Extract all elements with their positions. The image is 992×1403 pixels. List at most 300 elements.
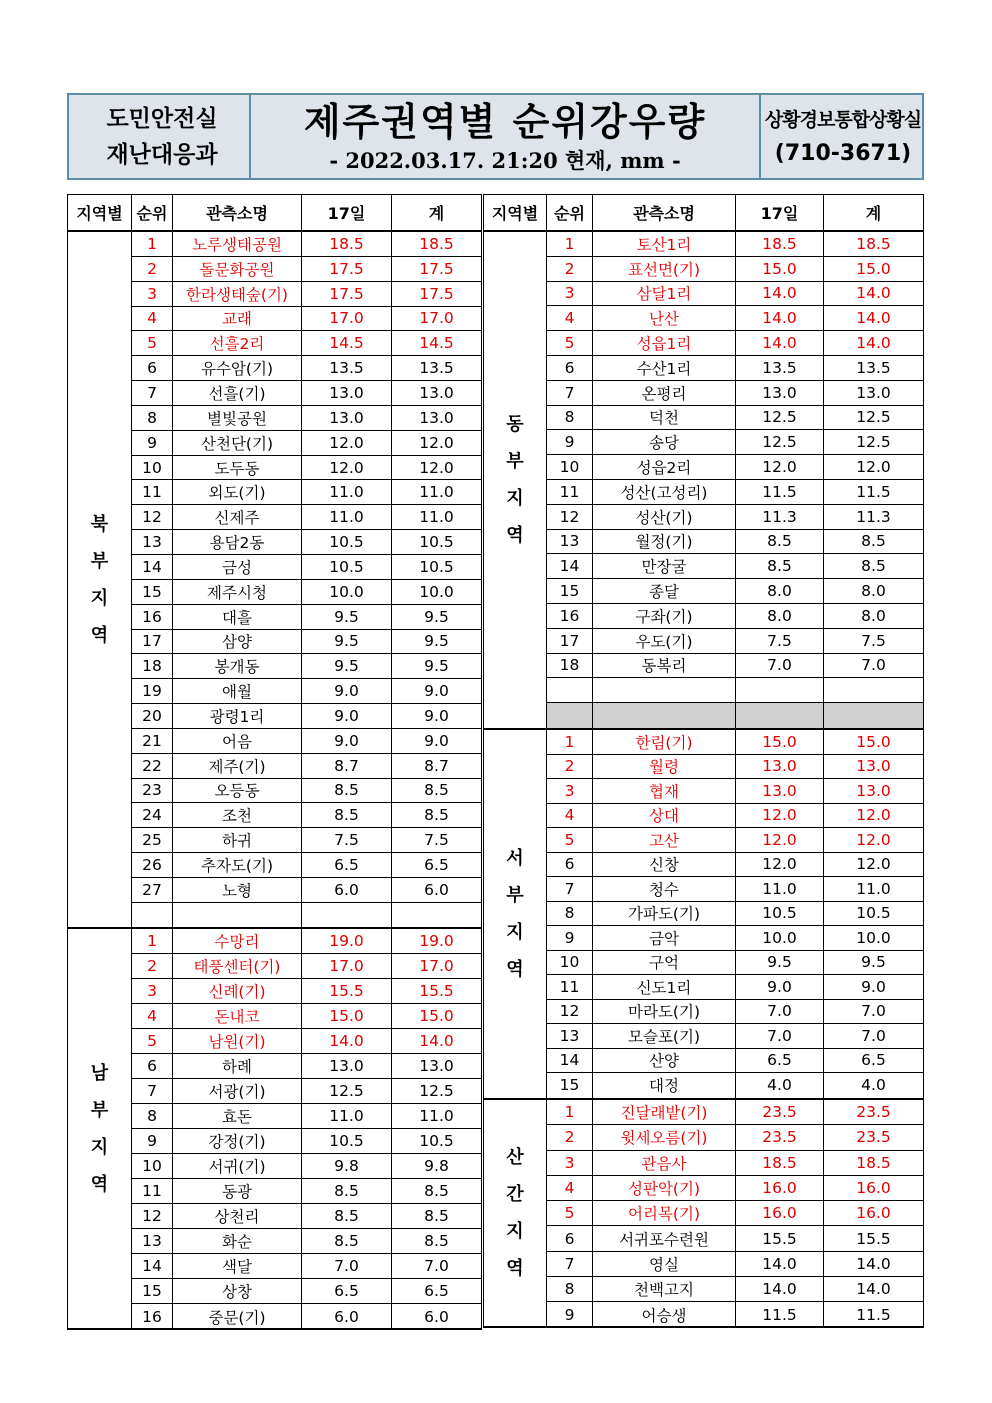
region-block	[483, 730, 924, 1100]
cell-name: 우도(기)	[593, 629, 736, 653]
table-row	[547, 430, 923, 455]
cell-rank: 1	[547, 730, 593, 754]
table-row	[132, 903, 481, 928]
table-row	[547, 604, 923, 629]
cell-name: 노루생태공원	[173, 232, 302, 256]
table-row	[132, 1179, 481, 1204]
cell-name: 만장굴	[593, 554, 736, 578]
cell-name: 성산(고성리)	[593, 480, 736, 504]
cell-total: 4.0	[861, 1076, 886, 1095]
cell-name: 어리목(기)	[593, 1201, 736, 1225]
cell-name: 상천리	[173, 1204, 302, 1228]
cell-day: 10.5	[736, 902, 824, 926]
cell-total: 9.5	[861, 953, 886, 972]
cell-day: 9.0	[736, 975, 824, 999]
cell-name	[593, 703, 736, 728]
cell-day: 4.0	[736, 1073, 824, 1098]
cell-total: 7.5	[861, 631, 886, 650]
cell-total: 13.0	[419, 408, 454, 427]
table-row	[547, 455, 923, 480]
table-row	[547, 975, 923, 1000]
cell-name: 추자도(기)	[173, 853, 302, 877]
cell-day: 11.0	[302, 480, 392, 504]
cell-total: 16.0	[856, 1204, 891, 1223]
cell-total: 9.0	[424, 682, 449, 701]
cell-name: 청수	[593, 877, 736, 901]
cell-name: 교래	[173, 307, 302, 331]
cell-name: 신도1리	[593, 975, 736, 999]
cell-total: 11.0	[419, 1107, 454, 1125]
page-title: 제주권역별 순위강우량	[303, 100, 707, 144]
region-label-char: 지	[90, 587, 109, 609]
cell-total	[392, 903, 481, 928]
table-row	[547, 1049, 923, 1074]
table-row	[547, 1176, 923, 1201]
cell-rank: 1	[132, 929, 173, 953]
table-row	[132, 979, 481, 1004]
column-header: 지역별	[68, 195, 132, 230]
cell-day: 13.5	[302, 356, 392, 380]
cell-total: 14.0	[856, 1254, 891, 1273]
table-row	[132, 456, 481, 481]
table-row	[547, 804, 923, 829]
cell-day: 17.0	[302, 954, 392, 978]
table-row	[132, 1104, 481, 1129]
cell-day: 7.0	[302, 1254, 392, 1278]
cell-total: 10.5	[419, 557, 454, 576]
cell-total: 15.5	[856, 1229, 891, 1248]
cell-rank: 6	[132, 1054, 173, 1078]
table-row	[132, 803, 481, 828]
table-row	[132, 406, 481, 431]
cell-day: 8.0	[736, 604, 824, 628]
table-row	[547, 730, 923, 755]
cell-rank: 25	[132, 828, 173, 852]
cell-day: 6.5	[302, 853, 392, 877]
cell-rank: 14	[547, 554, 593, 578]
cell-day: 7.0	[736, 1000, 824, 1024]
cell-name: 중문(기)	[173, 1304, 302, 1329]
cell-day: 12.0	[736, 455, 824, 479]
cell-rank: 5	[132, 331, 173, 355]
cell-rank: 7	[547, 877, 593, 901]
cell-rank: 11	[132, 1179, 173, 1203]
cell-total: 12.0	[856, 855, 891, 874]
cell-day: 9.8	[302, 1154, 392, 1178]
cell-total: 11.0	[856, 879, 891, 898]
table-row	[547, 356, 923, 381]
cell-name: 삼달1리	[593, 282, 736, 306]
cell-rank: 4	[132, 1004, 173, 1028]
cell-day: 12.5	[736, 406, 824, 430]
cell-rank: 8	[547, 406, 593, 430]
cell-name: 어승생	[593, 1302, 736, 1327]
cell-total: 13.5	[419, 359, 454, 378]
cell-day: 16.0	[736, 1176, 824, 1200]
table-row	[547, 678, 923, 703]
cell-rank: 15	[132, 580, 173, 604]
cell-day: 11.5	[736, 480, 824, 504]
cell-rank: 3	[132, 979, 173, 1003]
cell-day: 13.0	[736, 779, 824, 803]
cell-rank: 12	[132, 1204, 173, 1228]
cell-rank: 23	[132, 779, 173, 803]
cell-rank: 1	[547, 1100, 593, 1124]
cell-rank: 16	[547, 604, 593, 628]
cell-total: 6.5	[861, 1051, 886, 1070]
cell-name: 광령1리	[173, 704, 302, 728]
cell-rank	[547, 703, 593, 728]
cell-name: 서귀(기)	[173, 1154, 302, 1178]
cell-name: 성읍1리	[593, 331, 736, 355]
cell-name: 고산	[593, 828, 736, 852]
table-row	[132, 954, 481, 979]
cell-name: 성읍2리	[593, 455, 736, 479]
table-row	[132, 1004, 481, 1029]
cell-total: 8.5	[424, 1232, 449, 1250]
region-label	[484, 1100, 547, 1326]
cell-rank: 1	[547, 232, 593, 256]
table-row	[547, 1151, 923, 1176]
column-header: 계	[865, 204, 882, 223]
table-row	[547, 828, 923, 853]
cell-rank: 2	[547, 755, 593, 779]
cell-rank: 11	[547, 480, 593, 504]
column-header: 계	[428, 204, 445, 223]
table-row	[547, 1201, 923, 1226]
cell-rank: 9	[547, 926, 593, 950]
cell-rank: 9	[132, 431, 173, 455]
cell-name: 협재	[593, 779, 736, 803]
cell-rank: 3	[547, 1151, 593, 1175]
cell-day: 18.5	[736, 1151, 824, 1175]
table-row	[132, 307, 481, 332]
cell-rank: 6	[132, 356, 173, 380]
cell-name: 금성	[173, 555, 302, 579]
column-header: 관측소명	[173, 195, 302, 230]
cell-day	[736, 678, 824, 702]
table-row	[132, 1054, 481, 1079]
cell-day: 8.5	[302, 1179, 392, 1203]
table-row	[547, 530, 923, 555]
cell-rank: 10	[132, 456, 173, 480]
region-label	[484, 730, 547, 1098]
cell-total: 16.0	[856, 1179, 891, 1198]
cell-total: 17.0	[419, 309, 454, 328]
cell-total: 11.5	[856, 1306, 891, 1325]
cell-rank: 11	[547, 975, 593, 999]
cell-name: 대정	[593, 1073, 736, 1098]
cell-name: 난산	[593, 306, 736, 330]
cell-name: 가파도(기)	[593, 902, 736, 926]
cell-total: 23.5	[856, 1103, 891, 1122]
cell-name: 영실	[593, 1252, 736, 1276]
region-label-char: 지	[90, 1136, 109, 1158]
cell-rank: 8	[132, 406, 173, 430]
cell-day: 7.5	[302, 828, 392, 852]
header-divider	[759, 95, 761, 178]
cell-rank: 8	[132, 1104, 173, 1128]
cell-day: 17.0	[302, 307, 392, 331]
cell-rank: 16	[132, 605, 173, 629]
right-rainfall-table	[483, 194, 924, 1328]
region-block	[483, 232, 924, 730]
cell-rank: 5	[547, 331, 593, 355]
table-row	[132, 1304, 481, 1329]
cell-total: 6.5	[424, 856, 449, 875]
table-row	[547, 480, 923, 505]
table-row	[132, 282, 481, 307]
cell-day: 11.0	[736, 877, 824, 901]
cell-name: 수산1리	[593, 356, 736, 380]
table-row	[132, 356, 481, 381]
cell-rank: 10	[547, 951, 593, 975]
cell-day: 14.0	[736, 1277, 824, 1301]
table-row	[547, 1000, 923, 1025]
cell-name: 노형	[173, 878, 302, 902]
region-label-char: 지	[506, 922, 524, 943]
cell-day: 14.0	[736, 306, 824, 330]
cell-total: 14.0	[856, 1280, 891, 1299]
cell-day: 12.0	[736, 828, 824, 852]
cell-total: 12.0	[856, 830, 891, 849]
cell-rank: 24	[132, 803, 173, 827]
department-line1: 도민안전실	[106, 106, 218, 132]
region-label-char: 서	[506, 848, 524, 869]
table-row	[132, 754, 481, 779]
cell-name: 상대	[593, 804, 736, 828]
cell-rank: 13	[547, 1024, 593, 1048]
cell-day: 23.5	[736, 1100, 824, 1124]
table-row	[132, 1129, 481, 1154]
cell-total: 18.5	[856, 1153, 891, 1172]
cell-rank: 11	[132, 480, 173, 504]
cell-total	[824, 703, 923, 728]
cell-rank: 17	[547, 629, 593, 653]
cell-total: 8.5	[861, 532, 886, 551]
table-row	[547, 257, 923, 282]
cell-name: 구좌(기)	[593, 604, 736, 628]
table-row	[547, 306, 923, 331]
cell-day: 8.7	[302, 754, 392, 778]
cell-name: 색달	[173, 1254, 302, 1278]
cell-day: 13.0	[736, 755, 824, 779]
cell-rank: 6	[547, 356, 593, 380]
cell-name: 오등동	[173, 779, 302, 803]
cell-day: 12.0	[736, 853, 824, 877]
cell-total: 7.0	[861, 1002, 886, 1021]
cell-rank: 12	[547, 505, 593, 529]
cell-name: 한림(기)	[593, 730, 736, 754]
column-header: 관측소명	[593, 195, 736, 230]
cell-rank: 2	[547, 257, 593, 281]
cell-day: 12.0	[302, 431, 392, 455]
cell-rank	[132, 903, 173, 928]
cell-total: 15.0	[419, 1007, 454, 1025]
cell-total: 14.0	[856, 334, 891, 353]
cell-day: 6.0	[302, 878, 392, 902]
cell-day: 13.0	[302, 1054, 392, 1078]
column-header-row	[67, 194, 482, 232]
cell-name: 남원(기)	[173, 1029, 302, 1053]
cell-name: 덕천	[593, 406, 736, 430]
contact-office: 상황경보통합상황실	[764, 109, 922, 131]
cell-rank: 18	[547, 654, 593, 678]
cell-name: 하례	[173, 1054, 302, 1078]
column-header: 17일	[736, 195, 824, 230]
region-label	[68, 232, 132, 927]
cell-total: 18.5	[419, 234, 454, 253]
cell-name: 외도(기)	[173, 480, 302, 504]
cell-day: 8.5	[302, 803, 392, 827]
cell-day: 12.0	[302, 456, 392, 480]
cell-name: 하귀	[173, 828, 302, 852]
cell-day: 13.0	[736, 381, 824, 405]
table-row	[547, 779, 923, 804]
page-subtitle: - 2022.03.17. 21:20 현재, mm -	[329, 148, 681, 173]
cell-total: 6.0	[424, 880, 449, 899]
cell-total: 11.0	[419, 508, 454, 527]
cell-name	[593, 678, 736, 702]
cell-rank: 6	[547, 1226, 593, 1250]
cell-name: 상창	[173, 1279, 302, 1303]
region-label-char: 역	[90, 1173, 109, 1195]
cell-day: 17.5	[302, 282, 392, 306]
cell-rank	[547, 678, 593, 702]
region-label-char: 부	[506, 885, 524, 906]
table-row	[132, 704, 481, 729]
region-label	[484, 232, 547, 728]
table-row	[132, 1254, 481, 1279]
cell-rank: 7	[132, 1079, 173, 1103]
region-label-char: 부	[90, 550, 109, 572]
cell-day: 8.5	[302, 779, 392, 803]
cell-rank: 7	[547, 381, 593, 405]
cell-name: 성판악(기)	[593, 1176, 736, 1200]
cell-total: 14.0	[856, 309, 891, 328]
table-row	[547, 232, 923, 257]
table-row	[132, 480, 481, 505]
cell-total	[824, 678, 923, 702]
cell-day: 15.5	[736, 1226, 824, 1250]
cell-day: 9.5	[302, 605, 392, 629]
cell-day: 14.0	[302, 1029, 392, 1053]
table-row	[547, 1277, 923, 1302]
cell-total: 13.0	[856, 383, 891, 402]
cell-rank: 10	[547, 455, 593, 479]
cell-day: 9.0	[302, 729, 392, 753]
table-row	[132, 828, 481, 853]
cell-name: 천백고지	[593, 1277, 736, 1301]
cell-name: 강정(기)	[173, 1129, 302, 1153]
cell-total: 10.0	[419, 582, 454, 601]
cell-total: 8.5	[424, 1207, 449, 1225]
cell-total: 9.0	[424, 731, 449, 750]
cell-day: 9.0	[302, 704, 392, 728]
cell-name: 봉개동	[173, 654, 302, 678]
cell-day: 14.0	[736, 1252, 824, 1276]
cell-day: 13.0	[302, 381, 392, 405]
cell-name: 효돈	[173, 1104, 302, 1128]
cell-name: 선흘(기)	[173, 381, 302, 405]
cell-total: 11.0	[419, 483, 454, 502]
cell-total: 11.5	[856, 482, 891, 501]
cell-rank: 5	[547, 1201, 593, 1225]
cell-rank: 14	[547, 1049, 593, 1073]
cell-total: 12.0	[856, 806, 891, 825]
cell-total: 9.5	[424, 657, 449, 676]
cell-rank: 3	[547, 282, 593, 306]
column-header: 순위	[132, 195, 173, 230]
cell-rank: 5	[132, 1029, 173, 1053]
cell-day: 8.5	[302, 1229, 392, 1253]
region-label-char: 역	[506, 525, 524, 546]
cell-name: 산천단(기)	[173, 431, 302, 455]
table-row	[132, 853, 481, 878]
cell-name: 마라도(기)	[593, 1000, 736, 1024]
cell-name: 도두동	[173, 456, 302, 480]
cell-total: 9.0	[424, 706, 449, 725]
cell-rank: 6	[547, 853, 593, 877]
cell-total: 6.0	[424, 1307, 449, 1326]
cell-day: 15.0	[736, 730, 824, 754]
cell-total: 12.5	[419, 1082, 454, 1100]
column-header: 순위	[547, 195, 593, 230]
department-block	[77, 101, 247, 173]
region-label-char: 역	[90, 624, 109, 646]
cell-day: 7.5	[736, 629, 824, 653]
cell-name: 제주(기)	[173, 754, 302, 778]
cell-total: 14.0	[856, 284, 891, 303]
cell-name: 모슬포(기)	[593, 1024, 736, 1048]
cell-total: 9.0	[861, 977, 886, 996]
cell-rank: 3	[132, 282, 173, 306]
cell-total: 23.5	[856, 1128, 891, 1147]
cell-total: 12.5	[856, 433, 891, 452]
cell-rank: 27	[132, 878, 173, 902]
cell-total: 13.0	[856, 757, 891, 776]
region-label-char: 북	[90, 513, 109, 535]
cell-total: 17.0	[419, 957, 454, 975]
cell-rank: 9	[132, 1129, 173, 1153]
table-row	[547, 755, 923, 780]
cell-total: 11.3	[856, 507, 891, 526]
cell-day: 13.5	[736, 356, 824, 380]
cell-rank: 12	[132, 505, 173, 529]
cell-day: 18.5	[736, 232, 824, 256]
cell-day: 13.0	[302, 406, 392, 430]
table-row	[132, 381, 481, 406]
cell-total: 13.5	[856, 358, 891, 377]
table-row	[132, 530, 481, 555]
cell-total: 13.0	[856, 781, 891, 800]
cell-rank: 17	[132, 630, 173, 654]
cell-name: 돌문화공원	[173, 257, 302, 281]
region-label-char: 간	[506, 1184, 524, 1205]
table-row	[132, 1204, 481, 1229]
cell-name: 동복리	[593, 654, 736, 678]
cell-total: 9.5	[424, 632, 449, 651]
cell-day: 12.5	[736, 430, 824, 454]
cell-name: 삼양	[173, 630, 302, 654]
cell-total: 10.5	[419, 1132, 454, 1150]
table-row	[547, 703, 923, 728]
region-block	[67, 929, 482, 1330]
cell-name: 신창	[593, 853, 736, 877]
region-block	[67, 232, 482, 929]
table-row	[132, 505, 481, 530]
cell-name: 선흘2리	[173, 331, 302, 355]
